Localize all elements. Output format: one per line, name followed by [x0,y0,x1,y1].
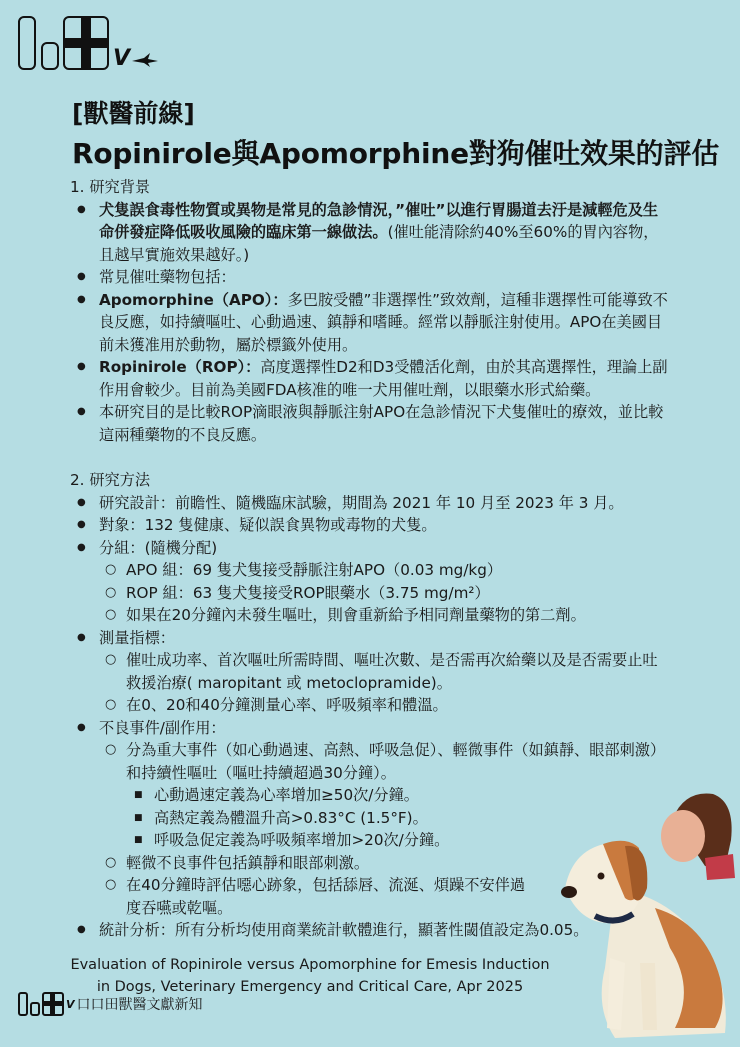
list-item [72,199,672,267]
bg-item4-bold: Ropinirole（ROP）： [99,358,261,376]
footer-logo-short-box [30,1002,40,1016]
list-item [72,401,672,446]
methods-subjects: 對象：132 隻健康、疑似誤食異物或毒物的犬隻。 [99,516,437,534]
list-item [99,694,672,717]
list-item [99,559,672,582]
list-item [72,266,672,289]
bg-item1-rest: (催吐能清除約40%至60%的胃內容物，且越早實施效果越好。) [99,223,659,264]
group-rop: ROP 組：63 隻犬隻接受ROP眼藥水（3.75 mg/m²） [126,583,490,602]
citation-line-1: Evaluation of Ropinirole versus Apomorphine for Emesis Induction [70,957,550,973]
list-item [72,537,672,627]
measure-2: 在0、20和40分鐘測量心率、呼吸頻率和體溫。 [126,696,448,714]
list-item [72,627,672,717]
bg-item5: 本研究目的是比較ROP滴眼液與靜脈注射APO在急診情況下犬隻催吐的療效，並比較這兩種藥物的不良反應。 [99,403,664,444]
section-background-title: 1. 研究背景 [70,178,151,196]
list-item [99,582,672,605]
methods-measures: 測量指標： [99,628,175,647]
logo-tall-box [18,16,36,70]
measure-1: 催吐成功率、首次嘔吐所需時間、嘔吐次數、是否需再次給藥以及是否需要止吐救援治療( maropitant 或 metoclopramide)。 [126,651,658,692]
logo-v-letter: V [113,46,131,71]
logo-cross-icon [63,16,109,70]
methods-design: 研究設計：前瞻性、隨機臨床試驗，期間為 2021 年 10 月至 2023 年 3 月。 [99,493,624,512]
grouping-sublist [99,559,672,627]
measures-sublist [99,649,672,717]
series-label: [獸醫前線] [72,99,195,128]
logo-short-box [41,42,59,70]
page-title: Ropinirole與Apomorphine對狗催吐效果的評估 [72,137,720,170]
list-item [72,492,672,515]
background-list [72,199,672,447]
adverse-1a: 心動過速定義為心率增加≥50次/分鐘。 [154,786,419,804]
list-item [99,874,536,919]
veterinarian-figure [661,794,735,881]
list-item [72,289,672,357]
list-item [72,356,672,401]
adverse-3: 在40分鐘時評估噁心跡象，包括舔唇、流涎、煩躁不安伴過度吞嚥或乾嘔。 [126,876,526,917]
list-item [72,514,672,537]
bg-item3-rest: 多巴胺受體”非選擇性”致效劑，這種非選擇性可能導致不良反應，如持續嘔吐、心動過速、鎮靜和嗜睡。經常以靜脈注射使用。APO在美國目前未獲准用於動物，屬於標籤外使用。 [99,290,668,354]
footer-logo-v-letter: V [66,997,75,1011]
dog-and-vet-illustration [555,788,735,1043]
bg-item2: 常見催吐藥物包括： [99,268,236,286]
bg-item3-bold: Apomorphine（APO）： [99,290,288,309]
dog-figure [561,841,726,1038]
brand-logo [18,16,160,70]
list-item [99,649,672,694]
methods-grouping: 分組：(隨機分配) [99,538,218,557]
bg-item1-bold: 犬隻誤食毒性物質或異物是常見的急診情況，”催吐”以進行胃腸道去汙是減輕危及生命併發症降低吸收風險的臨床第一線做法。 [99,200,659,241]
list-item [99,604,672,627]
section-methods-title: 2. 研究方法 [70,471,151,489]
logo-wing-icon [130,52,160,68]
methods-stats: 統計分析：所有分析均使用商業統計軟體進行，顯著性閾值設定為0.05。 [99,921,589,939]
adverse-1c: 呼吸急促定義為呼吸頻率增加>20次/分鐘。 [154,831,450,849]
group-apo: APO 組：69 隻犬隻接受靜脈注射APO（0.03 mg/kg） [126,561,503,579]
footer-brand [18,992,203,1016]
group-redose: 如果在20分鐘內未發生嘔吐，則會重新給予相同劑量藥物的第二劑。 [126,606,586,624]
adverse-2: 輕微不良事件包括鎮靜和眼部刺激。 [126,853,369,872]
adverse-1b: 高熱定義為體溫升高>0.83°C (1.5°F)。 [154,808,428,827]
methods-adverse: 不良事件/副作用： [99,718,226,737]
citation-line-2: in Dogs, Veterinary Emergency and Critical Care, Apr 2025 [96,979,524,995]
footer-brand-name: 口口田獸醫文獻新知 [76,997,203,1013]
bg-item4-rest: 高度選擇性D2和D3受體活化劑，由於其高選擇性，理論上副作用會較少。目前為美國FDA核准的唯一犬用催吐劑，以眼藥水形式給藥。 [99,358,668,399]
footer-logo-tall-box [18,992,28,1016]
adverse-1: 分為重大事件（如心動過速、高熱、呼吸急促）、輕微事件（如鎮靜、眼部刺激）和持續性嘔吐（嘔吐持續超過30分鐘）。 [126,741,666,782]
footer-logo-cross-icon [42,992,64,1016]
